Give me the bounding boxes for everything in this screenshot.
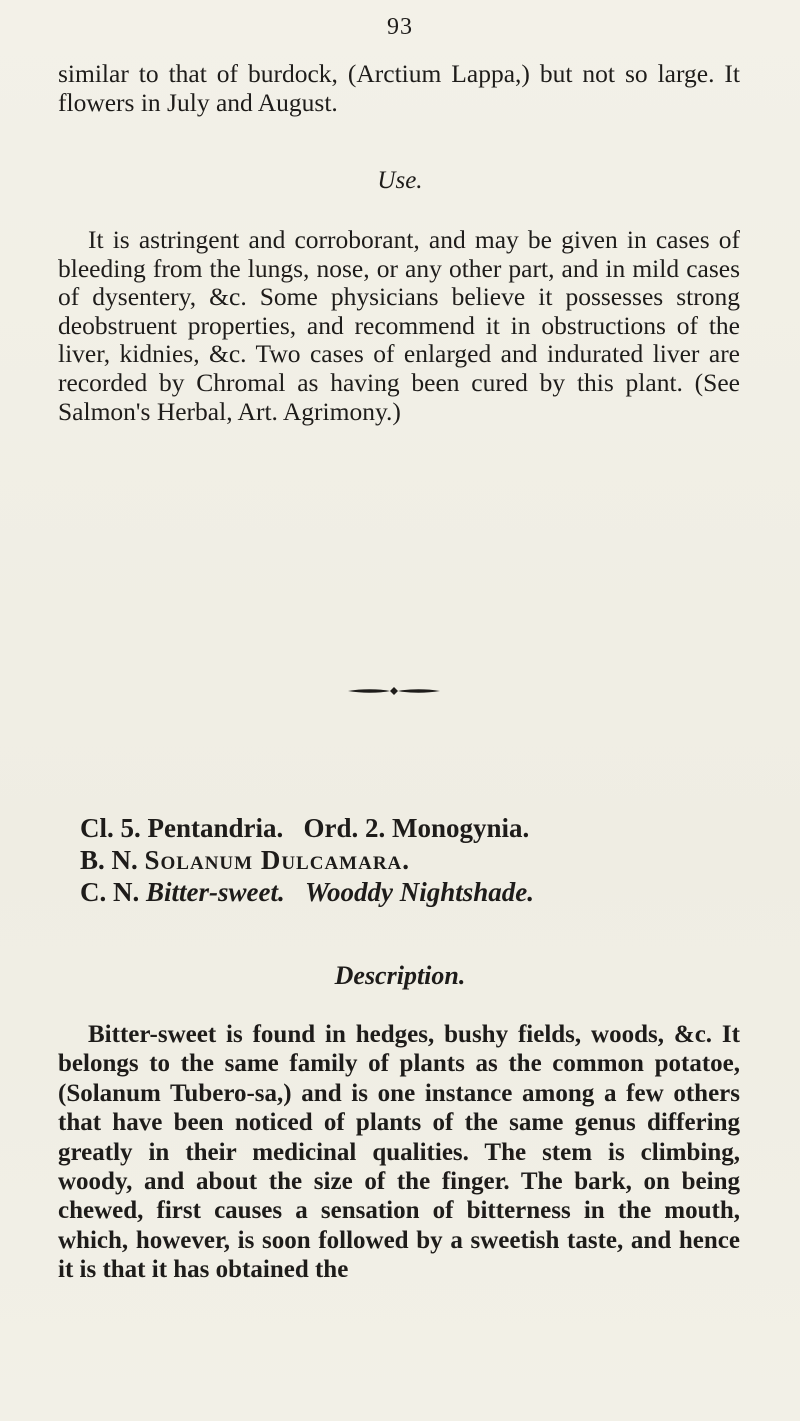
class-prefix: Cl. 5.	[80, 813, 141, 843]
intro-paragraph	[58, 60, 740, 117]
classification-line-botanical-name	[80, 844, 760, 876]
order-value: Monogynia.	[392, 813, 530, 843]
common-name-value-1: Bitter-sweet.	[146, 877, 285, 907]
description-paragraph	[58, 1020, 740, 1285]
description-paragraph-text: Bitter-sweet is found in hedges, bushy fields, woods, &c. It belongs to the same family of plants as the common potatoe, (Solanum Tubero-sa,) and is one instance among a few others that have been noticed of plants of the same genus differing greatly in their medicinal qualities. The stem is climbing, woody, and about the size of the finger. The bark, on being chewed, first causes a sensation of bitterness in the mouth, which, however, is soon followed by a sweetish taste, and hence it is that it has obtained the	[58, 1021, 740, 1284]
class-value: Pentandria.	[147, 813, 284, 843]
classification-line-class	[80, 812, 760, 844]
classification-block	[80, 812, 760, 908]
common-name-value-2: Wooddy Nightshade.	[304, 877, 534, 907]
use-heading: Use.	[377, 167, 423, 194]
use-paragraph-text: It is astringent and corroborant, and may be given in cases of bleeding from the lungs, nose, or any other part, and in mild cases of dysentery, &c. Some physicians believe it possesses strong deobstruent properties, and recommend it in obstructions of the liver, kidnies, &c. Two cases of enlarged and indurated liver are recorded by Chromal as having been cured by this plant. (See Salmon's Herbal, Art. Agrimony.)	[58, 225, 740, 426]
botanical-name-value: Solanum Dulcamara.	[144, 845, 411, 875]
section-divider-ornament	[346, 686, 442, 696]
intro-paragraph-text: similar to that of burdock, (Arctium Lappa,) but not so large. It flowers in July and August.	[58, 59, 740, 117]
page-number: 93	[387, 14, 413, 40]
common-name-prefix: C. N.	[80, 877, 140, 907]
botanical-name-prefix: B. N.	[80, 845, 138, 875]
description-heading: Description.	[334, 961, 466, 990]
use-paragraph	[58, 226, 740, 426]
classification-line-common-name	[80, 876, 760, 908]
order-prefix: Ord. 2.	[303, 813, 386, 843]
